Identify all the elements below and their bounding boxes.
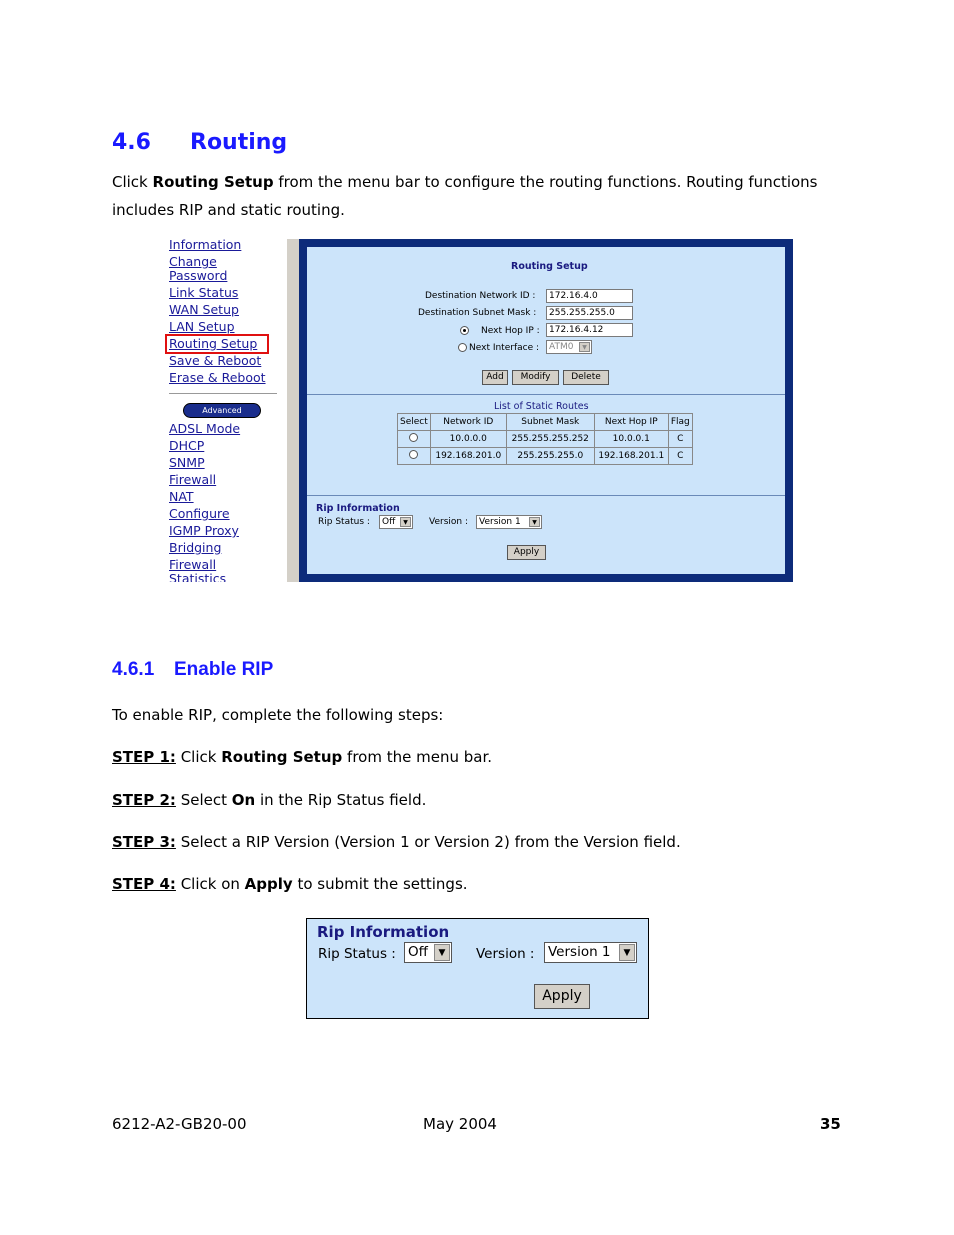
menu-item-dhcp[interactable]: DHCP (169, 438, 205, 453)
chevron-down-icon: ▼ (529, 517, 540, 527)
menu-item-configure[interactable]: Configure (169, 506, 230, 521)
menu-item-firewall[interactable]: Firewall (169, 472, 217, 487)
menu-item-lan-setup[interactable]: LAN Setup (169, 319, 235, 334)
col-subnet-mask: Subnet Mask (506, 414, 594, 431)
steps-intro: To enable RIP, complete the following steps: (112, 706, 444, 724)
menu-item-password[interactable]: Password (169, 268, 228, 283)
delete-button[interactable]: Delete (563, 370, 609, 385)
routing-setup-panel (307, 247, 785, 574)
menu-item-adsl-mode[interactable]: ADSL Mode (169, 421, 241, 436)
menu-item-statistics[interactable]: Statistics (169, 571, 227, 582)
menu-item-link-status[interactable]: Link Status (169, 285, 239, 300)
menu-divider (169, 393, 277, 394)
rip-version-select[interactable] (476, 515, 542, 529)
menu-item-igmp-proxy[interactable]: IGMP Proxy (169, 523, 239, 538)
intro-paragraph: Click Routing Setup from the menu bar to configure the routing functions. Routing functions includes RIP and static routing. (112, 173, 818, 219)
rip-info-title: Rip Information (316, 503, 400, 514)
next-hop-radio[interactable] (460, 326, 469, 335)
next-interface-radio[interactable] (458, 343, 467, 352)
footer-page-number: 35 (820, 1115, 841, 1133)
chevron-down-icon: ▼ (619, 944, 635, 961)
rip-status-select[interactable] (379, 515, 413, 529)
section-divider (307, 394, 785, 395)
frame-gutter (287, 239, 299, 582)
step-2: STEP 2: Select On in the Rip Status field. (112, 791, 427, 809)
next-interface-value: ATM0 (549, 342, 574, 352)
rip-status-select[interactable] (404, 942, 452, 963)
route-select-radio[interactable] (409, 433, 418, 442)
subsection-title: Enable RIP (174, 659, 274, 680)
footer-date: May 2004 (423, 1115, 497, 1133)
static-routes-title: List of Static Routes (494, 401, 589, 412)
subsection-heading (112, 659, 273, 681)
menu-item-erase-reboot[interactable]: Erase & Reboot (169, 370, 266, 385)
subsection-number: 4.6.1 (112, 659, 155, 680)
next-hop-input[interactable]: 172.16.4.12 (546, 323, 633, 337)
step-4: STEP 4: Click on Apply to submit the settings. (112, 875, 468, 893)
step-1: STEP 1: Click Routing Setup from the menu bar. (112, 748, 493, 766)
chevron-down-icon: ▼ (579, 342, 590, 352)
chevron-down-icon: ▼ (434, 944, 450, 961)
advanced-button[interactable]: Advanced (183, 403, 261, 418)
rip-version-value: Version 1 (548, 944, 611, 960)
rip-status-label: Rip Status : (318, 946, 396, 962)
menu-item-nat[interactable]: NAT (169, 489, 194, 504)
section-number: 4.6 (112, 130, 151, 155)
col-network-id: Network ID (430, 414, 506, 431)
routing-setup-highlight (165, 334, 269, 354)
table-row: 192.168.201.0 255.255.255.0 192.168.201.1 C (398, 448, 693, 465)
footer-doc-id: 6212-A2-GB20-00 (112, 1115, 247, 1133)
menu-item-snmp[interactable]: SNMP (169, 455, 205, 470)
rip-info-title: Rip Information (317, 923, 450, 941)
next-interface-select[interactable] (546, 340, 592, 354)
menu-bar (161, 239, 287, 582)
rip-version-value: Version 1 (479, 517, 521, 527)
next-interface-label: Next Interface : (469, 343, 540, 353)
rip-version-select[interactable] (544, 942, 637, 963)
section-divider (307, 495, 785, 496)
rip-version-label: Version : (429, 517, 468, 527)
subnet-mask-input[interactable]: 255.255.255.0 (546, 306, 633, 320)
menu-item-change[interactable]: Change (169, 254, 217, 269)
apply-button[interactable]: Apply (534, 984, 590, 1009)
step-3: STEP 3: Select a RIP Version (Version 1 or Version 2) from the Version field. (112, 833, 681, 851)
next-hop-label: Next Hop IP : (481, 326, 540, 336)
routing-setup-title: Routing Setup (511, 261, 588, 272)
add-button[interactable]: Add (482, 370, 508, 385)
static-routes-table (397, 413, 693, 465)
menu-item-firewall-statistics[interactable]: Firewall (169, 557, 217, 572)
col-flag: Flag (668, 414, 692, 431)
col-select: Select (398, 414, 431, 431)
rip-status-label: Rip Status : (318, 517, 370, 527)
content-frame (299, 239, 793, 582)
routing-setup-screenshot (161, 239, 793, 582)
section-heading (112, 130, 287, 155)
modify-button[interactable]: Modify (512, 370, 559, 385)
rip-status-value: Off (408, 944, 428, 960)
subnet-mask-label: Destination Subnet Mask : (418, 308, 537, 318)
chevron-down-icon: ▼ (400, 517, 411, 527)
rip-version-label: Version : (476, 946, 535, 962)
table-header-row (398, 414, 693, 431)
col-next-hop-ip: Next Hop IP (594, 414, 668, 431)
menu-item-information[interactable]: Information (169, 239, 242, 252)
rip-apply-button[interactable]: Apply (507, 545, 546, 560)
menu-item-wan-setup[interactable]: WAN Setup (169, 302, 239, 317)
menu-item-routing-setup[interactable]: Routing Setup (169, 336, 258, 351)
dest-network-label: Destination Network ID : (425, 291, 536, 301)
rip-information-screenshot (306, 918, 649, 1019)
menu-item-bridging[interactable]: Bridging (169, 540, 222, 555)
route-select-radio[interactable] (409, 450, 418, 459)
table-row: 10.0.0.0 255.255.255.252 10.0.0.1 C (398, 431, 693, 448)
section-title: Routing (190, 130, 288, 155)
menu-item-save-reboot[interactable]: Save & Reboot (169, 353, 262, 368)
rip-status-value: Off (382, 517, 396, 527)
dest-network-input[interactable]: 172.16.4.0 (546, 289, 633, 303)
